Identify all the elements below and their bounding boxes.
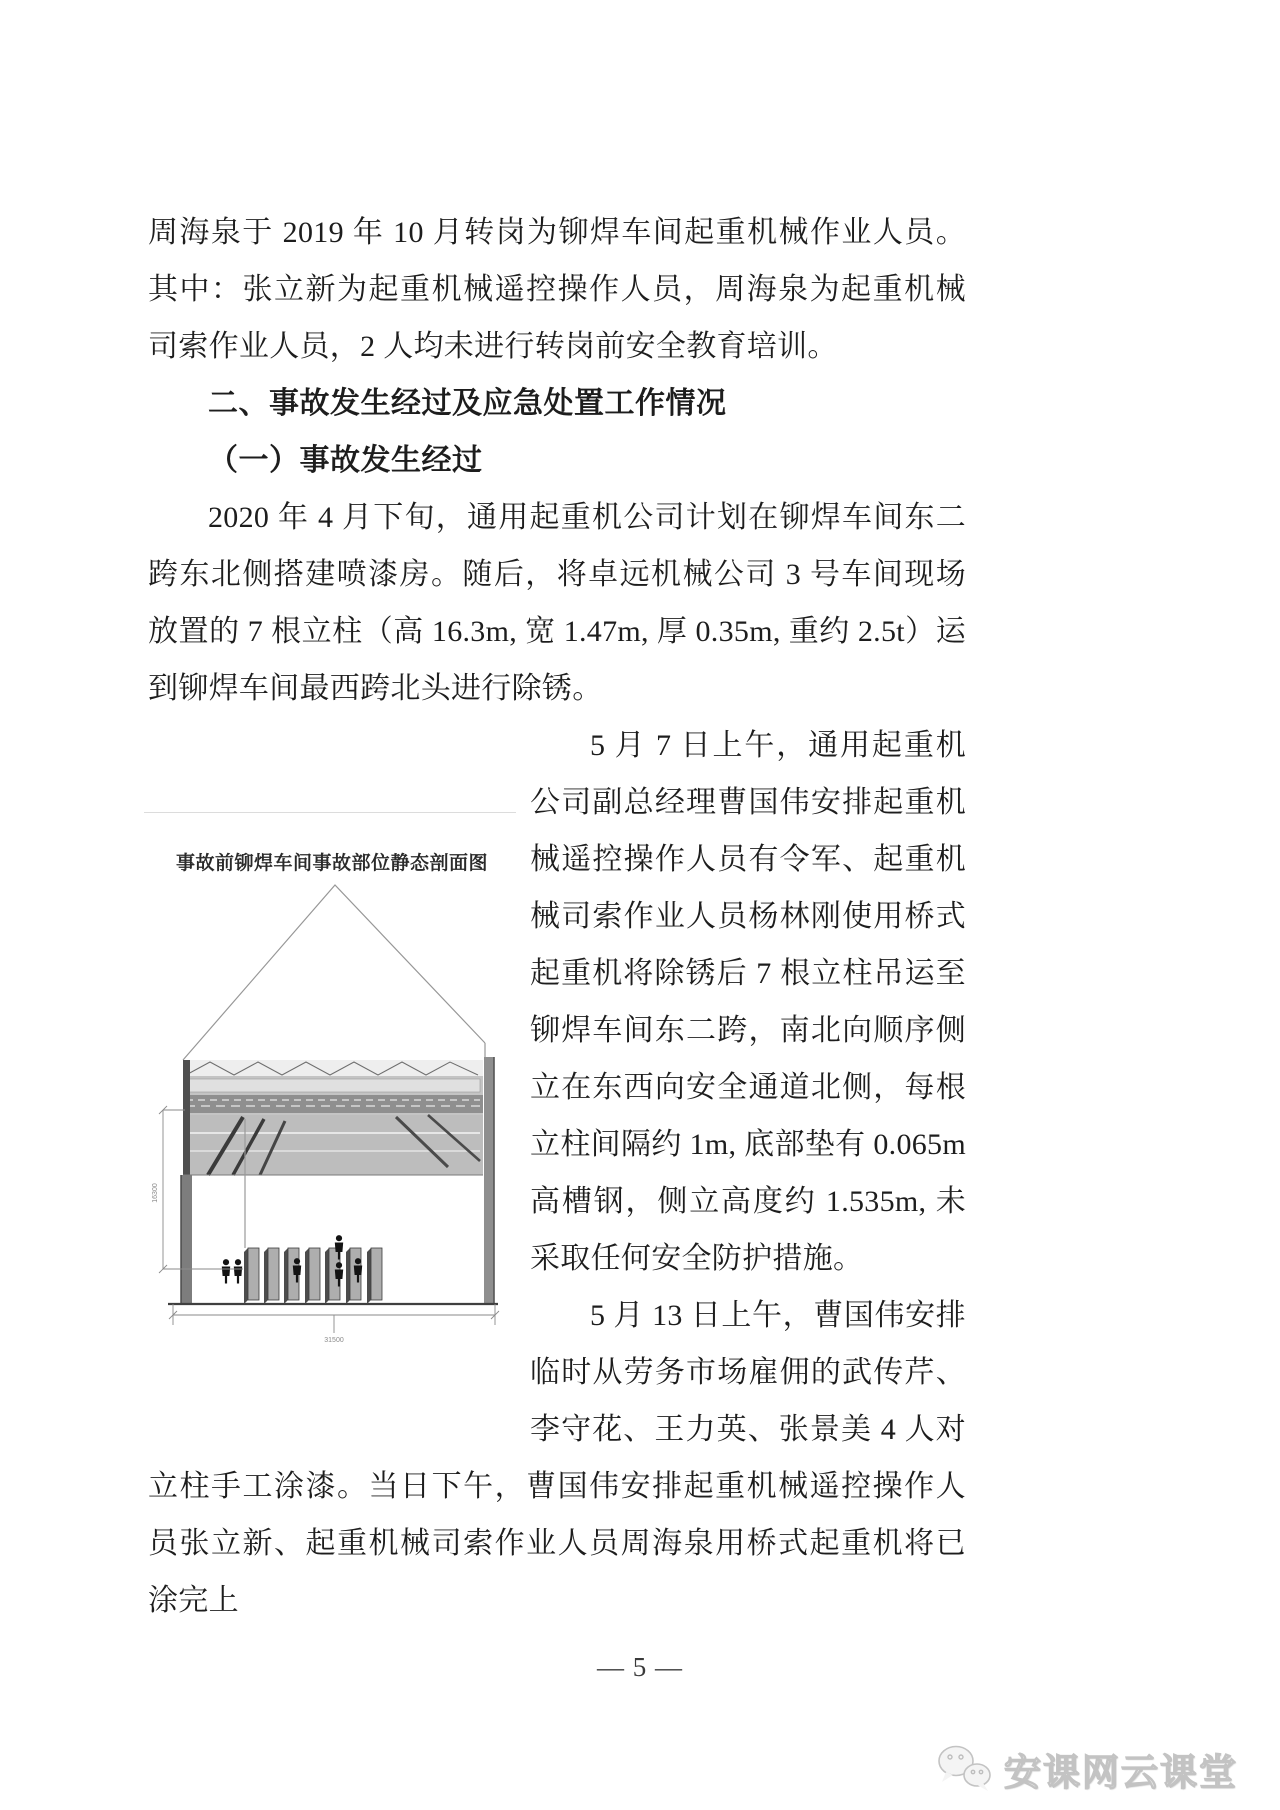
width-dimension	[169, 1304, 499, 1333]
steel-columns	[244, 1248, 382, 1304]
paragraph-may7: 5 月 7 日上午，通用起重机公司副总经理曹国伟安排起重机械遥控操作人员有令军、起重机械司索作业人员杨林刚使用桥式起重机将除锈后 7 根立柱吊运至铆焊车间东二跨，南北向顺序侧立在东西向安全通道北侧，每根立柱间隔约 1m, 底部垫有 0.065m 高槽钢，侧立高度约 1.535m, 未采取任何安全防护措施。	[530, 729, 966, 1275]
page-number: — 5 —	[597, 1652, 683, 1682]
figure-title: 事故前铆焊车间事故部位静态剖面图	[175, 853, 488, 874]
height-dimension-label: 16300	[152, 1183, 159, 1203]
subsection-heading: （一）事故发生经过	[208, 444, 483, 477]
paragraph-planning: 2020 年 4 月下旬，通用起重机公司计划在铆焊车间东二跨东北侧搭建喷漆房。随后，将卓远机械公司 3 号车间现场放置的 7 根立柱（高 16.3m, 宽 1.47m, 厚 0.35m, 重约 2.5t）运到铆焊车间最西跨北头进行除锈。	[148, 501, 966, 705]
roof-outline	[183, 885, 485, 1060]
figure-cross-section	[148, 717, 506, 1423]
watermark	[936, 1742, 1238, 1796]
right-wall-column	[484, 1057, 494, 1304]
paragraph-may13: 5 月 13 日上午，曹国伟安排临时从劳务市场雇佣的武传芹、李守花、王力英、张景美 4 人对立柱手工涂漆。当日下午，曹国伟安排起重机械遥控操作人员张立新、起重机械司索作业人员周海泉用桥式起重机将已涂完上	[148, 1299, 966, 1617]
left-wall-column	[181, 1175, 192, 1304]
width-dimension-label: 31500	[324, 1337, 344, 1344]
section-heading: 二、事故发生经过及应急处置工作情况	[208, 387, 727, 420]
paragraph-continuation: 周海泉于 2019 年 10 月转岗为铆焊车间起重机械作业人员。其中：张立新为起重机械遥控操作人员，周海泉为起重机械司索作业人员，2 人均未进行转岗前安全教育培训。	[148, 216, 966, 363]
workshop-section-diagram	[148, 867, 506, 1427]
watermark-text: 安课网云课堂	[1004, 1752, 1238, 1793]
figure-top-border	[144, 812, 516, 813]
workshop-photo	[183, 1060, 483, 1175]
document-body	[148, 204, 966, 1629]
chat-bubbles-icon	[936, 1744, 994, 1794]
